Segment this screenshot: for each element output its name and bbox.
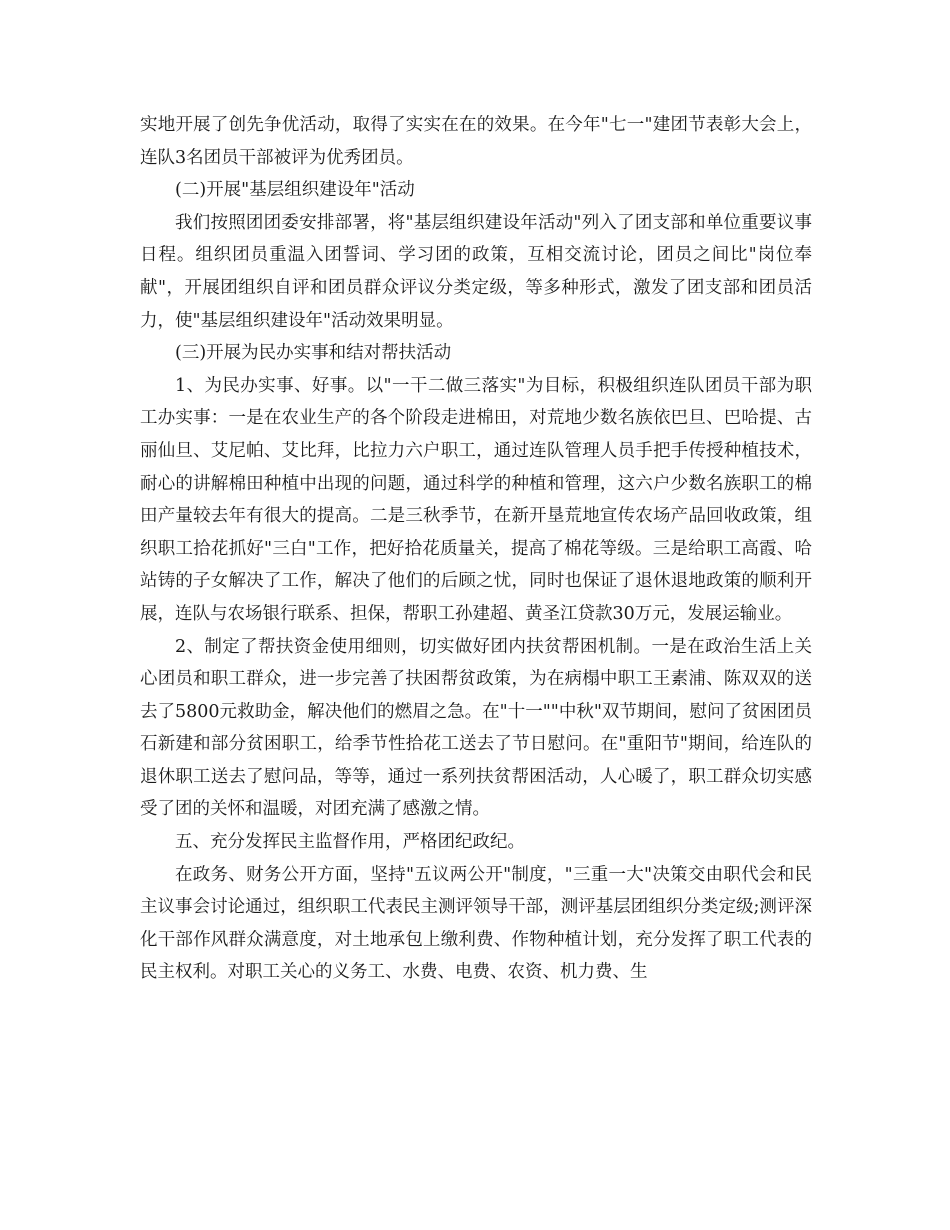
paragraph-assistance-funds: 2、制定了帮扶资金使用细则，切实做好团内扶贫帮困机制。一是在政治生活上关心团员和职工群众，进一步完善了扶困帮贫政策，为在病榻中职工王素浦、陈双双的送去了5800元救助金，解决他们的燃眉之急。在"十一""中秋"双节期间，慰问了贫困团员石新建和部分贫困职工，给季节性拾花工送去了节日慰问。在"重阳节"期间，给连队的退休职工送去了慰问品，等等，通过一系列扶贫帮困活动，人心暖了，职工群众切实感受了团的关怀和温暖，对团充满了感激之情。 bbox=[140, 636, 812, 820]
paragraph-continuation: 实地开展了创先争优活动，取得了实实在在的效果。在今年"七一"建团节表彰大会上，连队3名团员干部被评为优秀团员。 bbox=[140, 115, 812, 168]
section-heading-basic-organization: (二)开展"基层组织建设年"活动 bbox=[175, 180, 415, 201]
paragraph-organization-year: 我们按照团团委安排部署，将"基层组织建设年活动"列入了团支部和单位重要议事日程。组织团员重温入团誓词、学习团的政策，互相交流讨论，团员之间比"岗位奉献"，开展团组织自评和团员群众评议分类定级，等多种形式，激发了团支部和团员活力，使"基层组织建设年"活动效果明显。 bbox=[140, 212, 812, 331]
document-body bbox=[140, 109, 812, 989]
paragraph-public-affairs: 在政务、财务公开方面，坚持"五议两公开"制度，"三重一大"决策交由职代会和民主议事会讨论通过，组织职工代表民主测评领导干部，测评基层团组织分类定级;测评深化干部作风群众满意度，对土地承包上缴利费、作物种植计划，充分发挥了职工代表的民主权利。对职工关心的义务工、水费、电费、农资、机力费、生 bbox=[140, 864, 812, 983]
section-heading-democratic-supervision: 五、充分发挥民主监督作用，严格团纪政纪。 bbox=[175, 832, 525, 853]
section-heading-practical-help: (三)开展为民办实事和结对帮扶活动 bbox=[175, 343, 452, 364]
paragraph-practical-matters: 1、为民办实事、好事。以"一干二做三落实"为目标，积极组织连队团员干部为职工办实事：一是在农业生产的各个阶段走进棉田，对荒地少数名族依巴旦、巴哈提、古丽仙旦、艾尼帕、艾比拜，比拉力六户职工，通过连队管理人员手把手传授种植技术，耐心的讲解棉田种植中出现的问题，通过科学的种植和管理，这六户少数名族职工的棉田产量较去年有很大的提高。二是三秋季节，在新开垦荒地宣传农场产品回收政策，组织职工拾花抓好"三白"工作，把好拾花质量关，提高了棉花等级。三是给职工高霞、哈站铸的子女解决了工作，解决了他们的后顾之忧，同时也保证了退休退地政策的顺利开展，连队与农场银行联系、担保，帮职工孙建超、黄圣江贷款30万元，发展运输业。 bbox=[140, 375, 812, 624]
